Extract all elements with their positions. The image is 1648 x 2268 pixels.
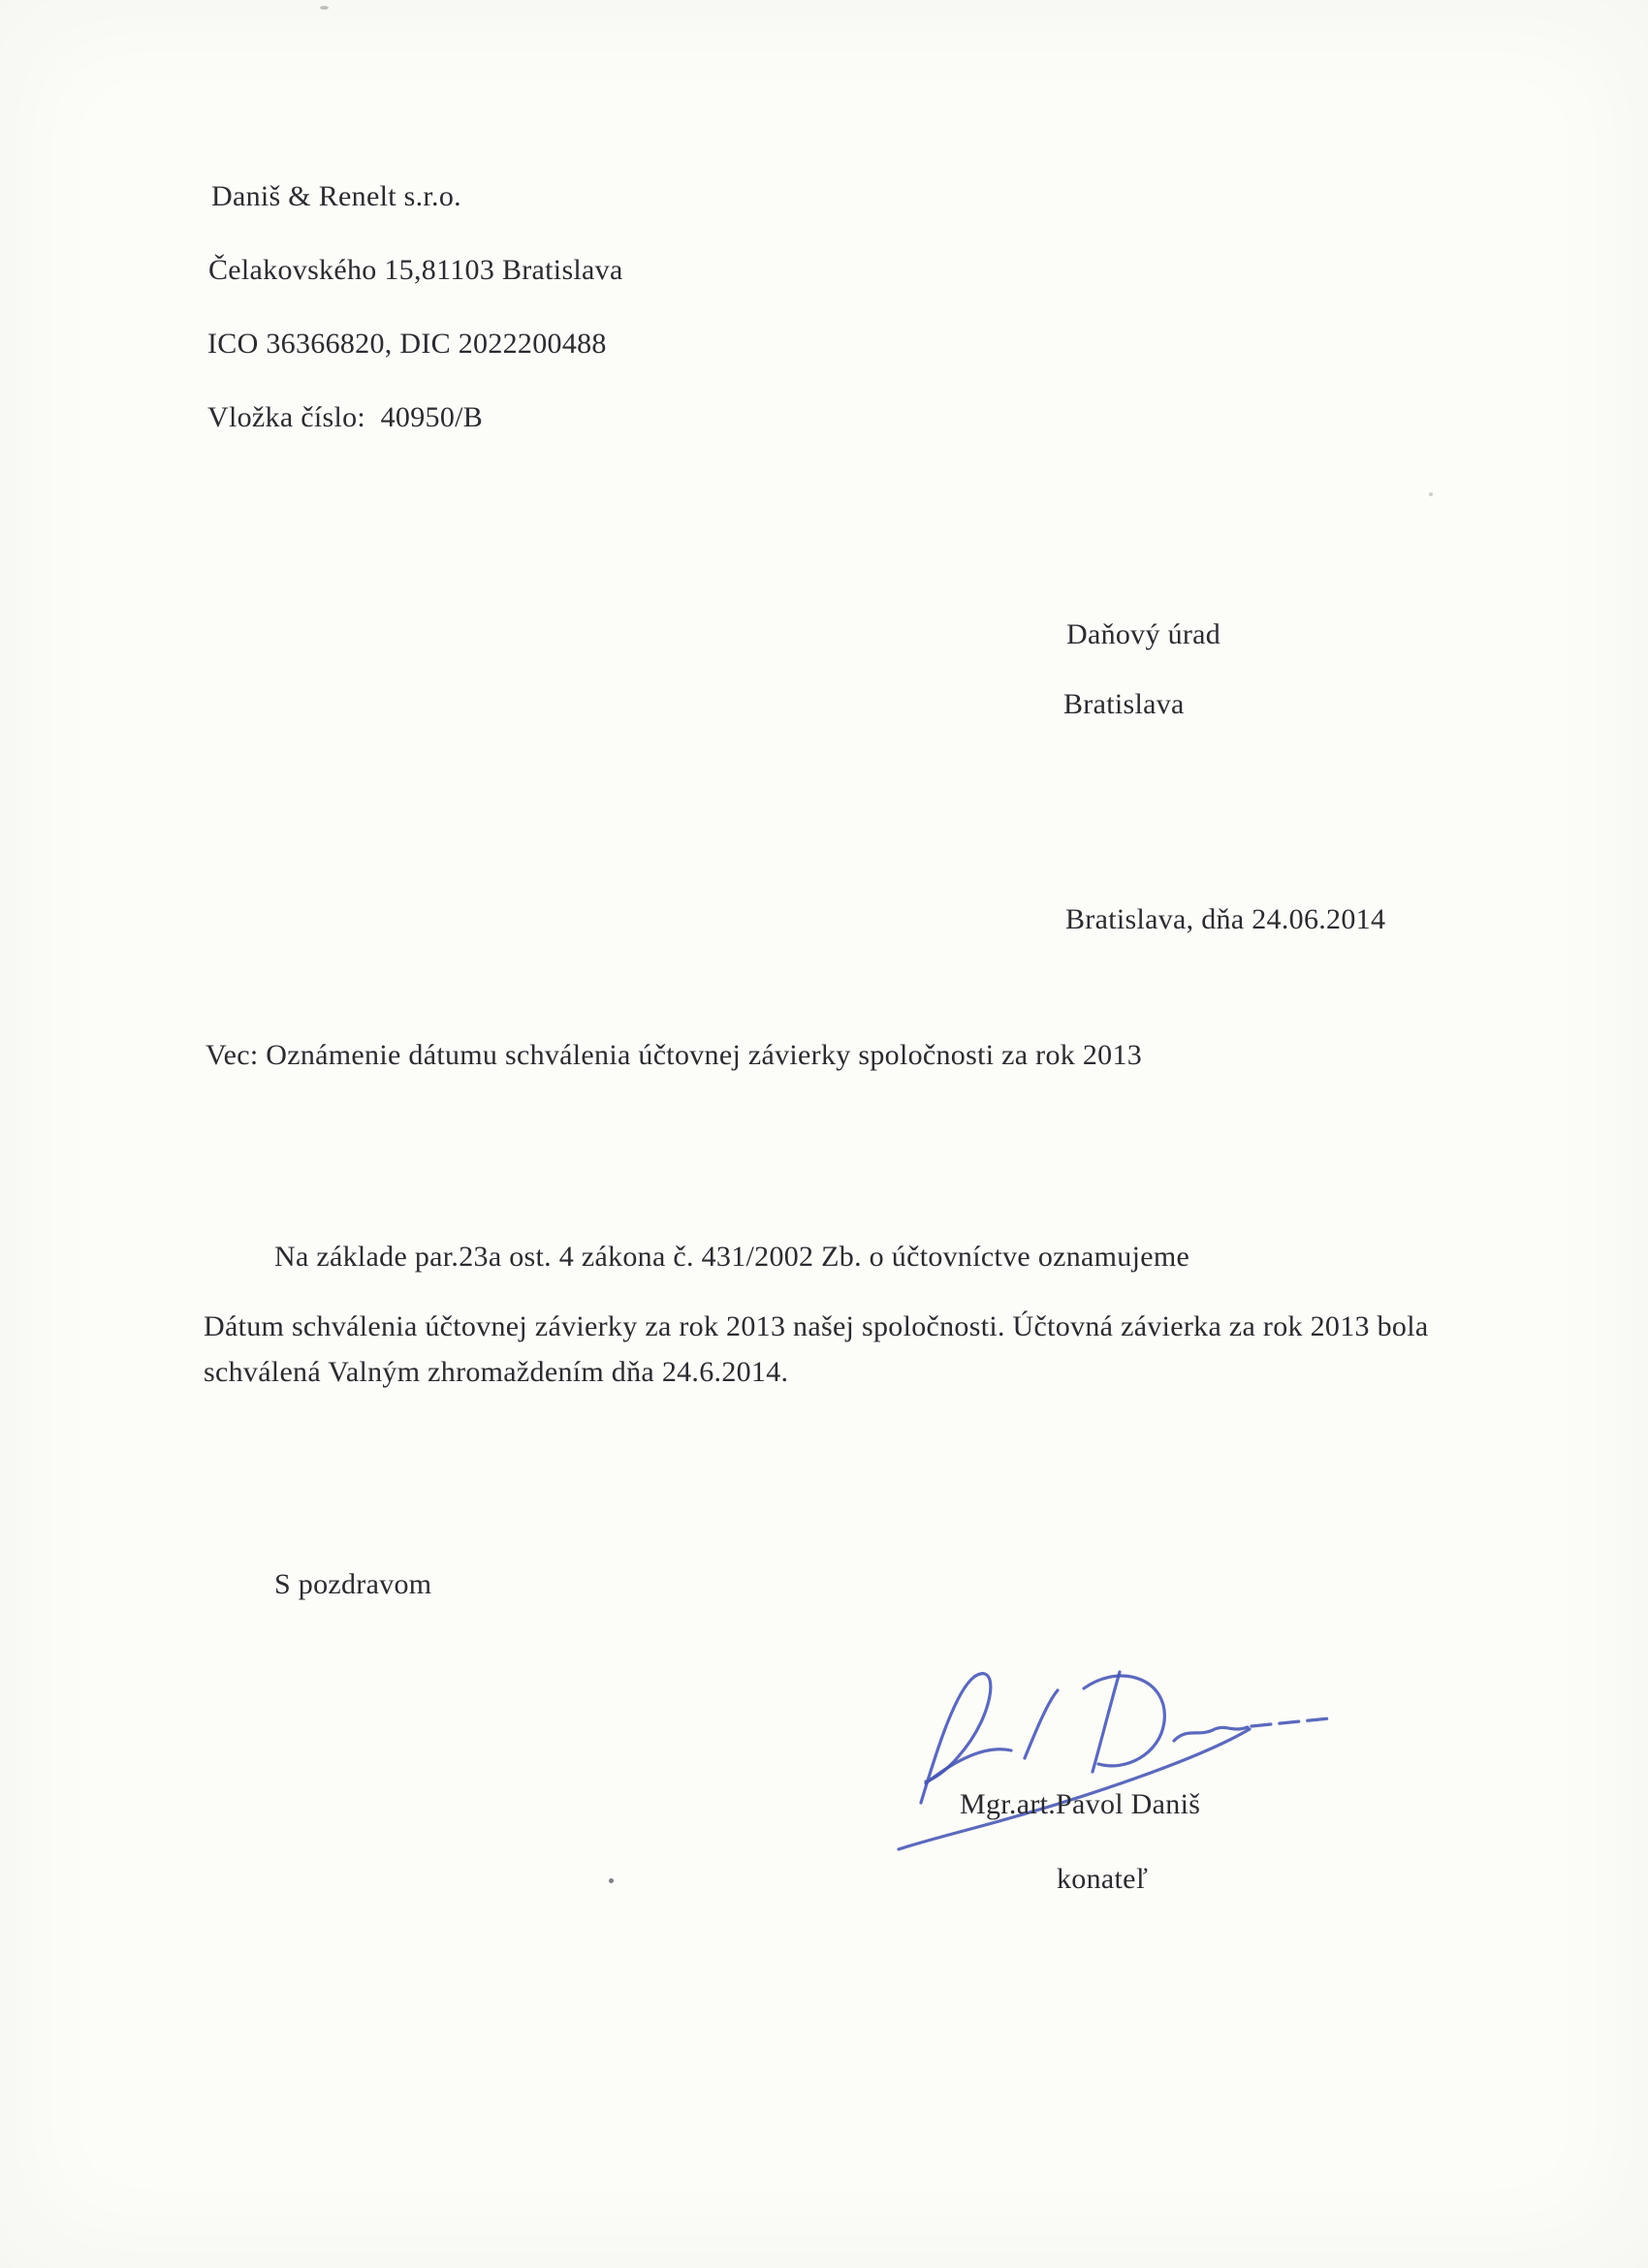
- scan-artifact: [1429, 492, 1433, 496]
- body-intro-line: Na základe par.23a ost. 4 zákona č. 431/2002 Zb. o účtovníctve oznamujeme: [274, 1241, 1190, 1273]
- closing-salutation: S pozdravom: [274, 1568, 432, 1600]
- signer-title: konateľ: [1057, 1863, 1149, 1895]
- signer-name: Mgr.art.Pavol Daniš: [960, 1788, 1201, 1820]
- scan-artifact: [609, 1878, 614, 1883]
- sender-registry-number: Vložka číslo: 40950/B: [207, 401, 484, 433]
- sender-address: Čelakovského 15,81103 Bratislava: [208, 254, 623, 286]
- sender-company-ids: ICO 36366820, DIC 2022200488: [207, 328, 607, 360]
- recipient-office: Daňový úrad: [1066, 618, 1221, 650]
- dateline: Bratislava, dňa 24.06.2014: [1065, 903, 1386, 935]
- body-paragraph: Dátum schválenia účtovnej závierky za rok 2013 našej spoločnosti. Účtovná závierka za rok 2013 bola schválená Valným zhromaždením dňa 24.6.2014.: [204, 1310, 1429, 1388]
- recipient-city: Bratislava: [1063, 688, 1185, 720]
- scan-artifact: [320, 6, 329, 10]
- handwritten-signature-ink: [829, 1648, 1352, 1871]
- subject-line: Vec: Oznámenie dátumu schválenia účtovnej závierky spoločnosti za rok 2013: [206, 1039, 1143, 1071]
- sender-name: Daniš & Renelt s.r.o.: [211, 180, 461, 212]
